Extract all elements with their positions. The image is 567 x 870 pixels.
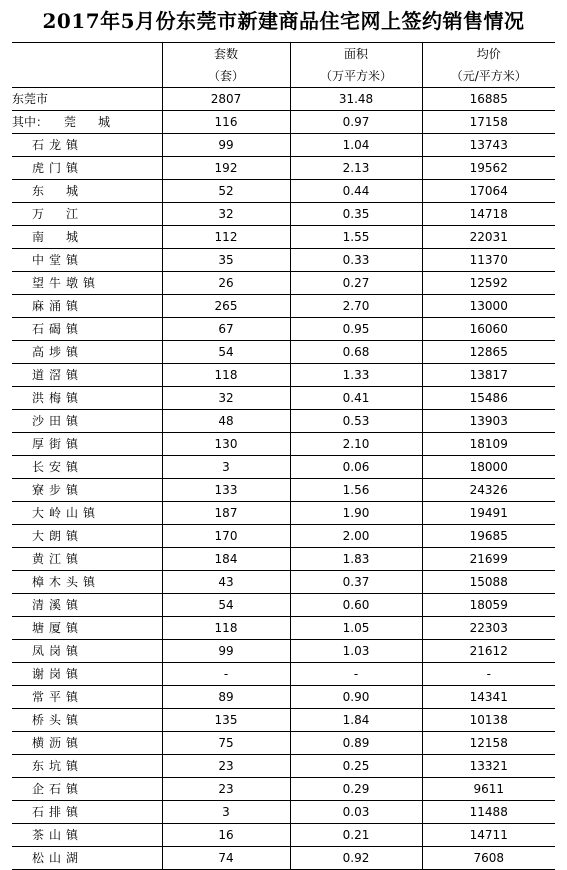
region-name: 大朗镇: [32, 529, 84, 543]
units-cell: 23: [162, 778, 290, 801]
region-name: 东 城: [32, 184, 84, 198]
price-cell: 22303: [422, 617, 555, 640]
sales-table: [12, 42, 555, 870]
price-cell: 17158: [422, 111, 555, 134]
units-cell: 16: [162, 824, 290, 847]
region-name: 南 城: [32, 230, 84, 244]
area-cell: 0.89: [290, 732, 422, 755]
header-area-unit: （万平方米）: [319, 69, 392, 83]
units-cell: 170: [162, 525, 290, 548]
region-name: 东坑镇: [32, 759, 84, 773]
units-cell: 116: [162, 111, 290, 134]
area-cell: 0.37: [290, 571, 422, 594]
units-cell: 67: [162, 318, 290, 341]
area-cell: 0.35: [290, 203, 422, 226]
region-name: 中堂镇: [32, 253, 84, 267]
area-cell: 0.41: [290, 387, 422, 410]
table-row: [12, 686, 555, 709]
price-cell: 24326: [422, 479, 555, 502]
units-cell: 32: [162, 387, 290, 410]
region-cell: [12, 456, 162, 479]
table-row: [12, 525, 555, 548]
price-cell: 19562: [422, 157, 555, 180]
price-cell: 12592: [422, 272, 555, 295]
header-row: [12, 43, 555, 88]
units-cell: 187: [162, 502, 290, 525]
price-cell: 9611: [422, 778, 555, 801]
table-row: [12, 456, 555, 479]
price-cell: 11488: [422, 801, 555, 824]
region-cell: [12, 226, 162, 249]
header-price-unit: （元/平方米）: [450, 69, 527, 83]
price-cell: 19685: [422, 525, 555, 548]
table-row: [12, 502, 555, 525]
area-cell: 2.13: [290, 157, 422, 180]
price-cell: 21699: [422, 548, 555, 571]
area-cell: 0.06: [290, 456, 422, 479]
region-name: 高埗镇: [32, 345, 84, 359]
price-cell: 17064: [422, 180, 555, 203]
units-cell: 3: [162, 456, 290, 479]
header-area: [290, 43, 422, 88]
units-cell: 192: [162, 157, 290, 180]
region-name: 石龙镇: [32, 138, 84, 152]
region-name: 常平镇: [32, 690, 84, 704]
region-cell: [12, 594, 162, 617]
table-row: [12, 732, 555, 755]
area-cell: 0.68: [290, 341, 422, 364]
units-cell: 54: [162, 341, 290, 364]
area-cell: 0.53: [290, 410, 422, 433]
table-row: [12, 203, 555, 226]
price-cell: 12158: [422, 732, 555, 755]
table-row: [12, 88, 555, 111]
area-cell: 0.97: [290, 111, 422, 134]
table-row: [12, 824, 555, 847]
header-region: [12, 43, 162, 88]
price-cell: 18059: [422, 594, 555, 617]
region-cell: [12, 364, 162, 387]
region-cell: [12, 203, 162, 226]
units-cell: 54: [162, 594, 290, 617]
table-body: [12, 88, 555, 870]
region-cell: [12, 709, 162, 732]
region-cell: [12, 571, 162, 594]
price-cell: 15088: [422, 571, 555, 594]
region-cell: [12, 341, 162, 364]
region-cell: [12, 111, 162, 134]
region-cell: [12, 801, 162, 824]
region-cell: [12, 755, 162, 778]
area-cell: 0.33: [290, 249, 422, 272]
price-cell: 14711: [422, 824, 555, 847]
table-row: [12, 272, 555, 295]
page-title: 2017年5月份东莞市新建商品住宅网上签约销售情况: [42, 9, 525, 33]
units-cell: 74: [162, 847, 290, 870]
region-cell: [12, 663, 162, 686]
units-cell: 43: [162, 571, 290, 594]
region-cell: [12, 180, 162, 203]
units-cell: -: [162, 663, 290, 686]
table-row: [12, 640, 555, 663]
region-name: 桥头镇: [32, 713, 84, 727]
region-cell: [12, 479, 162, 502]
region-cell: [12, 640, 162, 663]
area-cell: 1.04: [290, 134, 422, 157]
area-cell: 0.90: [290, 686, 422, 709]
header-units-unit: （套）: [207, 69, 244, 83]
units-cell: 48: [162, 410, 290, 433]
region-cell: [12, 318, 162, 341]
table-row: [12, 433, 555, 456]
region-cell: [12, 157, 162, 180]
area-cell: 1.84: [290, 709, 422, 732]
header-units-label: 套数: [213, 47, 238, 61]
price-cell: 13000: [422, 295, 555, 318]
region-cell: [12, 732, 162, 755]
area-cell: 2.10: [290, 433, 422, 456]
region-cell: [12, 433, 162, 456]
region-name: 莞 城: [64, 115, 116, 129]
units-cell: 75: [162, 732, 290, 755]
region-cell: [12, 502, 162, 525]
price-cell: 10138: [422, 709, 555, 732]
region-cell: [12, 617, 162, 640]
region-cell: [12, 88, 162, 111]
region-name: 寮步镇: [32, 483, 84, 497]
price-cell: 13903: [422, 410, 555, 433]
region-cell: [12, 548, 162, 571]
region-name: 石碣镇: [32, 322, 84, 336]
area-cell: 31.48: [290, 88, 422, 111]
region-cell: [12, 778, 162, 801]
region-name: 企石镇: [32, 782, 84, 796]
table-row: [12, 364, 555, 387]
region-name: 清溪镇: [32, 598, 84, 612]
area-cell: 0.44: [290, 180, 422, 203]
area-cell: 0.60: [290, 594, 422, 617]
units-cell: 35: [162, 249, 290, 272]
table-row: [12, 778, 555, 801]
region-name: 沙田镇: [32, 414, 84, 428]
area-cell: 1.90: [290, 502, 422, 525]
region-cell: [12, 249, 162, 272]
area-cell: 0.27: [290, 272, 422, 295]
area-cell: -: [290, 663, 422, 686]
area-cell: 0.25: [290, 755, 422, 778]
price-cell: 16060: [422, 318, 555, 341]
price-cell: 12865: [422, 341, 555, 364]
region-name: 塘厦镇: [32, 621, 84, 635]
region-name: 长安镇: [32, 460, 84, 474]
area-cell: 1.03: [290, 640, 422, 663]
region-name: 石排镇: [32, 805, 84, 819]
table-row: [12, 709, 555, 732]
area-cell: 1.83: [290, 548, 422, 571]
units-cell: 3: [162, 801, 290, 824]
units-cell: 99: [162, 640, 290, 663]
price-cell: 13321: [422, 755, 555, 778]
table-row: [12, 180, 555, 203]
price-cell: 11370: [422, 249, 555, 272]
region-cell: [12, 387, 162, 410]
units-cell: 265: [162, 295, 290, 318]
units-cell: 99: [162, 134, 290, 157]
table-row: [12, 571, 555, 594]
region-name: 厚街镇: [32, 437, 84, 451]
region-name: 大岭山镇: [32, 506, 101, 520]
region-cell: [12, 134, 162, 157]
table-row: [12, 548, 555, 571]
units-cell: 118: [162, 364, 290, 387]
table-row: [12, 157, 555, 180]
region-name: 凤岗镇: [32, 644, 84, 658]
units-cell: 26: [162, 272, 290, 295]
area-cell: 2.00: [290, 525, 422, 548]
units-cell: 184: [162, 548, 290, 571]
table-row: [12, 617, 555, 640]
units-cell: 135: [162, 709, 290, 732]
table-row: [12, 479, 555, 502]
units-cell: 23: [162, 755, 290, 778]
area-cell: 2.70: [290, 295, 422, 318]
header-area-label: 面积: [343, 47, 368, 61]
region-cell: [12, 824, 162, 847]
area-cell: 1.56: [290, 479, 422, 502]
region-name: 望牛墩镇: [32, 276, 101, 290]
area-cell: 0.03: [290, 801, 422, 824]
header-units: [162, 43, 290, 88]
region-name: 黄江镇: [32, 552, 84, 566]
table-row: [12, 295, 555, 318]
area-cell: 0.92: [290, 847, 422, 870]
price-cell: 16885: [422, 88, 555, 111]
table-row: [12, 134, 555, 157]
area-cell: 1.05: [290, 617, 422, 640]
table-row: [12, 594, 555, 617]
price-cell: 21612: [422, 640, 555, 663]
region-cell: [12, 525, 162, 548]
region-name: 虎门镇: [32, 161, 84, 175]
region-name: 麻涌镇: [32, 299, 84, 313]
area-cell: 0.95: [290, 318, 422, 341]
price-cell: 18109: [422, 433, 555, 456]
area-cell: 1.33: [290, 364, 422, 387]
table-row: [12, 341, 555, 364]
table-row: [12, 801, 555, 824]
units-cell: 133: [162, 479, 290, 502]
area-cell: 1.55: [290, 226, 422, 249]
table-row: [12, 387, 555, 410]
price-cell: 13743: [422, 134, 555, 157]
table-row: [12, 249, 555, 272]
units-cell: 130: [162, 433, 290, 456]
price-cell: 7608: [422, 847, 555, 870]
area-cell: 0.21: [290, 824, 422, 847]
table-row: [12, 111, 555, 134]
table-row: [12, 755, 555, 778]
units-cell: 89: [162, 686, 290, 709]
price-cell: 14341: [422, 686, 555, 709]
header-price-label: 均价: [476, 47, 501, 61]
price-cell: 18000: [422, 456, 555, 479]
region-cell: [12, 686, 162, 709]
header-price: [422, 43, 555, 88]
table-header: [12, 43, 555, 88]
region-cell: [12, 295, 162, 318]
region-prefix: 其中：: [12, 115, 49, 129]
units-cell: 2807: [162, 88, 290, 111]
price-cell: 19491: [422, 502, 555, 525]
units-cell: 118: [162, 617, 290, 640]
table-row: [12, 847, 555, 870]
price-cell: 22031: [422, 226, 555, 249]
region-name: 万 江: [32, 207, 84, 221]
region-name: 茶山镇: [32, 828, 84, 842]
table-row: [12, 663, 555, 686]
region-cell: [12, 272, 162, 295]
price-cell: 15486: [422, 387, 555, 410]
region-cell: [12, 847, 162, 870]
region-name: 洪梅镇: [32, 391, 84, 405]
region-name: 谢岗镇: [32, 667, 84, 681]
price-cell: -: [422, 663, 555, 686]
region-name: 道滘镇: [32, 368, 84, 382]
region-name: 横沥镇: [32, 736, 84, 750]
region-name: 樟木头镇: [32, 575, 101, 589]
units-cell: 112: [162, 226, 290, 249]
area-cell: 0.29: [290, 778, 422, 801]
region-cell: [12, 410, 162, 433]
price-cell: 13817: [422, 364, 555, 387]
price-cell: 14718: [422, 203, 555, 226]
table-row: [12, 410, 555, 433]
table-row: [12, 318, 555, 341]
region-name: 松山湖: [32, 851, 84, 865]
units-cell: 32: [162, 203, 290, 226]
region-name: 东莞市: [12, 92, 49, 106]
table-row: [12, 226, 555, 249]
units-cell: 52: [162, 180, 290, 203]
